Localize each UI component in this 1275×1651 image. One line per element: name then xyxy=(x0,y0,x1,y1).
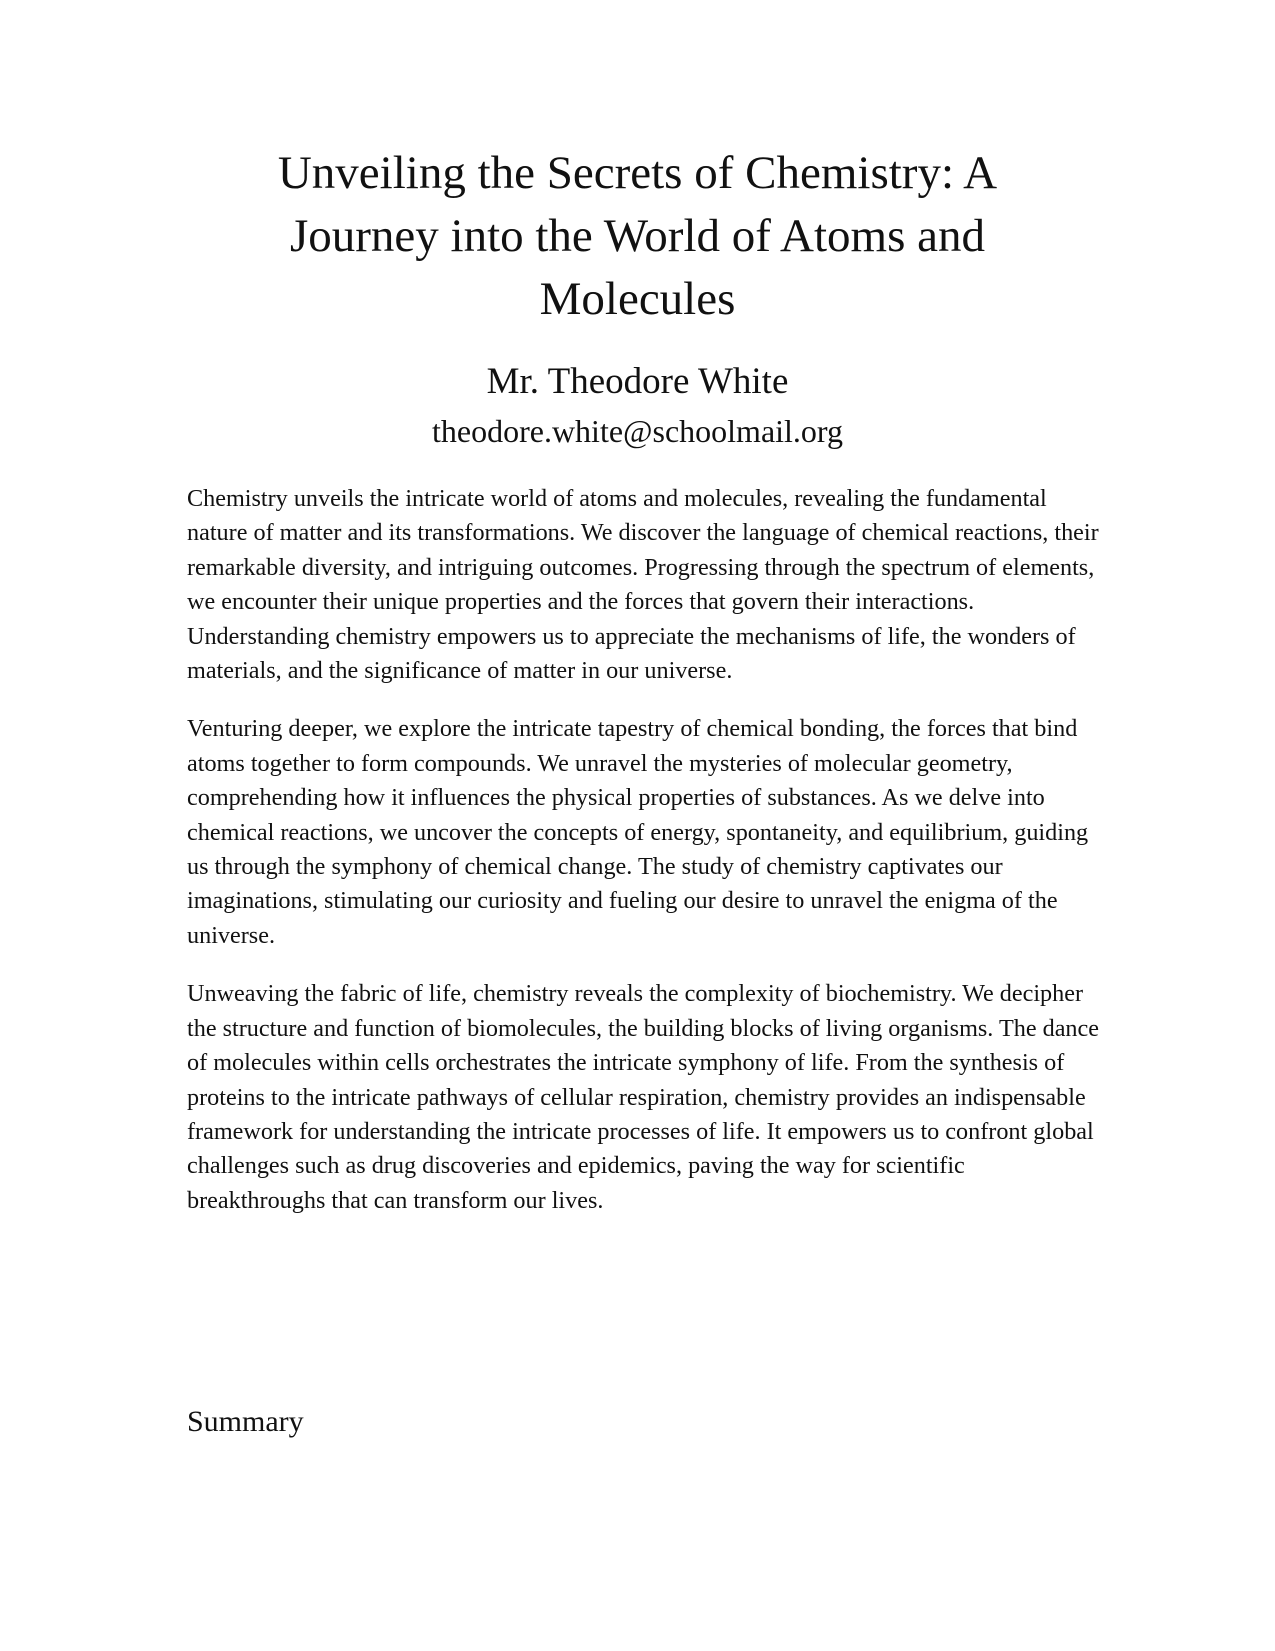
author-name: Mr. Theodore White xyxy=(486,361,789,402)
document-body xyxy=(187,482,1102,1242)
document-title: Unveiling the Secrets of Chemistry: A Journey into the World of Atoms and Molecules xyxy=(277,147,998,325)
body-paragraph: Unweaving the fabric of life, chemistry reveals the complexity of biochemistry. We decipher the structure and function of biomolecules, the building blocks of living organisms. The dance of molecules within cells orchestrates the intricate symphony of life. From the synthesis of proteins to the intricate pathways of cellular respiration, chemistry provides an indispensable framework for understanding the intricate processes of life. It empowers us to confront global challenges such as drug discoveries and epidemics, paving the way for scientific breakthroughs that can transform our lives. xyxy=(187,980,1099,1214)
author-email: theodore.white@schoolmail.org xyxy=(431,413,843,449)
body-paragraph: Venturing deeper, we explore the intricate tapestry of chemical bonding, the forces that bind atoms together to form compounds. We unravel the mysteries of molecular geometry, comprehending how it influences the physical properties of substances. As we delve into chemical reactions, we uncover the concepts of energy, spontaneity, and equilibrium, guiding us through the symphony of chemical change. The study of chemistry captivates our imaginations, stimulating our curiosity and fueling our desire to unravel the enigma of the universe. xyxy=(187,715,1089,949)
body-paragraph: Chemistry unveils the intricate world of atoms and molecules, revealing the fundamental nature of matter and its transformations. We discover the language of chemical reactions, their remarkable diversity, and intriguing outcomes. Progressing through the spectrum of elements, we encounter their unique properties and the forces that govern their interactions. Understanding chemistry empowers us to appreciate the mechanisms of life, the wonders of materials, and the significance of matter in our universe. xyxy=(187,485,1099,685)
summary-heading: Summary xyxy=(187,1405,304,1438)
